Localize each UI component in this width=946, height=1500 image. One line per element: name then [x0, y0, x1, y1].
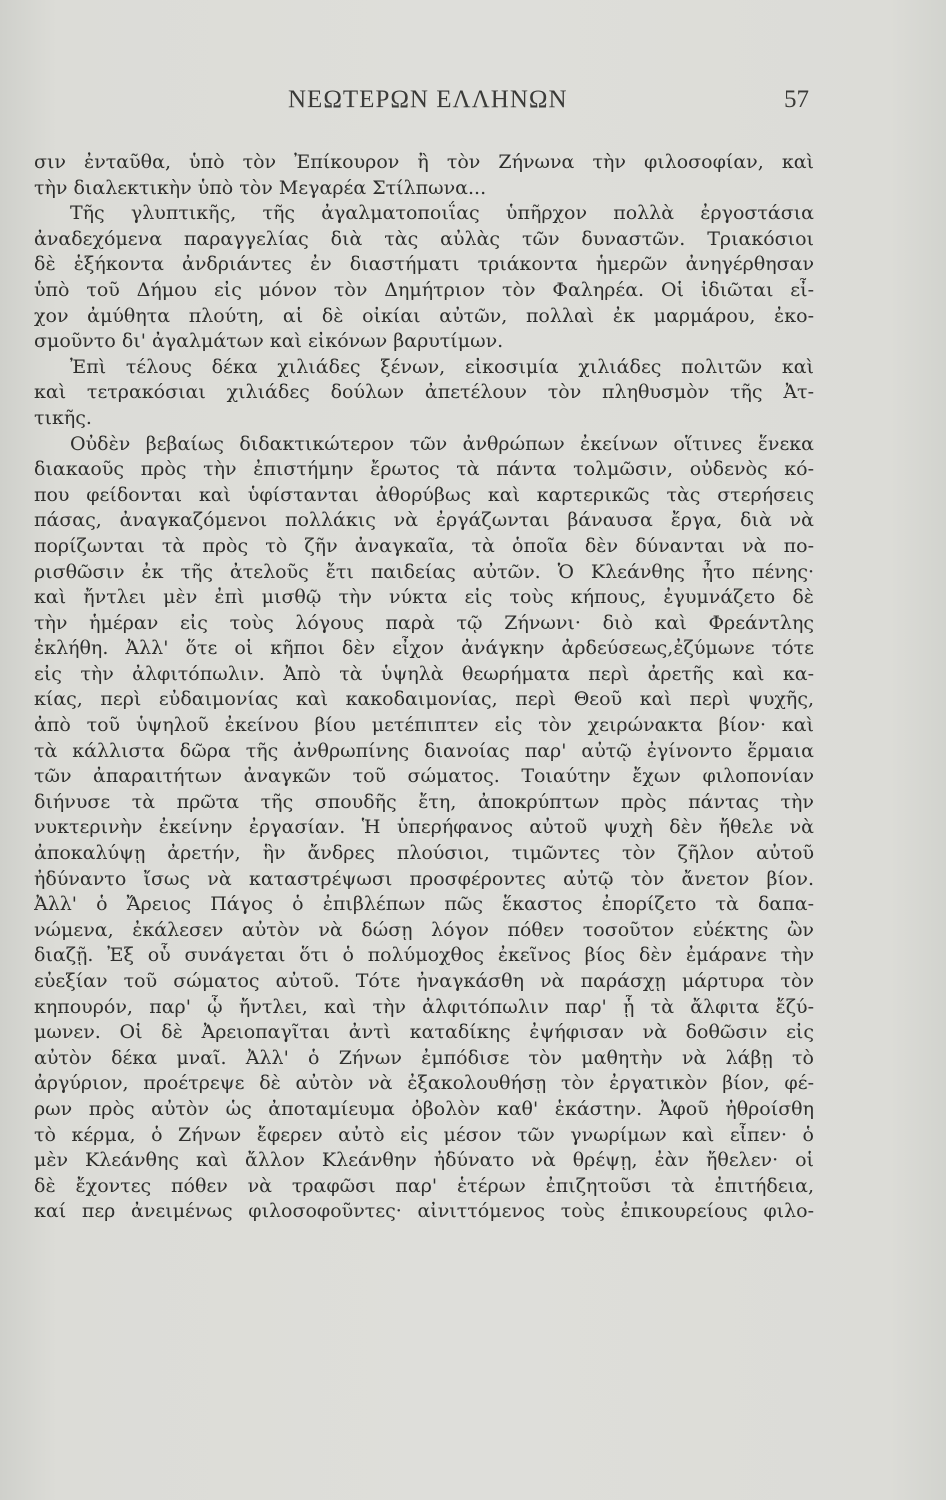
text-line: νώμενα, ἐκάλεσεν αὐτὸν νὰ δώσῃ λόγον πόθεν τοσοῦτον εὐέκτης ὢν: [34, 918, 814, 941]
text-line: Ἐπὶ τέλους δέκα χιλιάδες ξένων, εἰκοσιμία χιλιάδες πολιτῶν καὶ: [70, 355, 814, 378]
text-line: ρισθῶσιν ἐκ τῆς ἀτελοῦς ἔτι παιδείας αὐτῶν. Ὁ Κλεάνθης ἦτο πένης·: [34, 560, 814, 583]
text-line: ἐκλήθη. Ἀλλ' ὅτε οἱ κῆποι δὲν εἶχον ἀνάγκην ἀρδεύσεως,ἐζύμωνε τότε: [34, 637, 814, 660]
text-line: ἠδύναντο ἴσως νὰ καταστρέψωσι προσφέροντες αὐτῷ τὸν ἄνετον βίον.: [34, 867, 814, 890]
text-line: τικῆς.: [34, 406, 92, 429]
text-line: δὲ ἔχοντες πόθεν νὰ τραφῶσι παρ' ἑτέρων ἐπιζητοῦσι τὰ ἐπιτήδεια,: [34, 1174, 814, 1197]
text-line: ἀργύριον, προέτρεψε δὲ αὐτὸν νὰ ἐξακολουθήσῃ τὸν ἐργατικὸν βίον, φέ-: [34, 1072, 814, 1095]
text-line: Ἀλλ' ὁ Ἄρειος Πάγος ὁ ἐπιβλέπων πῶς ἕκαστος ἐπορίζετο τὰ δαπα-: [34, 893, 814, 916]
text-line: χον ἀμύθητα πλούτη, αἱ δὲ οἰκίαι αὐτῶν, πολλαὶ ἐκ μαρμάρου, ἐκο-: [34, 304, 814, 327]
text-line: μὲν Κλεάνθης καὶ ἄλλον Κλεάνθην ἠδύνατο νὰ θρέψῃ, ἐὰν ἤθελεν· οἱ: [34, 1149, 814, 1172]
text-line: Οὐδὲν βεβαίως διδακτικώτερον τῶν ἀνθρώπων ἐκείνων οἵτινες ἕνεκα: [70, 432, 814, 455]
text-line: ἀναδεχόμενα παραγγελίας διὰ τὰς αὐλὰς τῶν δυναστῶν. Τριακόσιοι: [34, 227, 814, 250]
text-line: Τῆς γλυπτικῆς, τῆς ἀγαλματοποιΐας ὑπῆρχον πολλὰ ἐργοστάσια: [70, 202, 814, 225]
text-line: καὶ ἤντλει μὲν ἐπὶ μισθῷ τὴν νύκτα εἰς τοὺς κήπους, ἐγυμνάζετο δὲ: [34, 586, 814, 609]
text-line: κίας, περὶ εὐδαιμονίας καὶ κακοδαιμονίας, περὶ Θεοῦ καὶ περὶ ψυχῆς,: [34, 688, 814, 711]
text-line: αὐτὸν δέκα μναῖ. Ἀλλ' ὁ Ζήνων ἐμπόδισε τὸν μαθητὴν νὰ λάβῃ τὸ: [34, 1046, 814, 1069]
text-line: δὲ ἑξήκοντα ἀνδριάντες ἐν διαστήματι τριάκοντα ἡμερῶν ἀνηγέρθησαν: [34, 253, 814, 276]
text-line: εὐεξίαν τοῦ σώματος αὐτοῦ. Τότε ἠναγκάσθη νὰ παράσχῃ μάρτυρα τὸν: [34, 970, 814, 992]
text-line: εἰς τὴν ἀλφιτόπωλιν. Ἀπὸ τὰ ὑψηλὰ θεωρήματα περὶ ἀρετῆς καὶ κα-: [34, 662, 814, 685]
text-line: μωνεν. Οἱ δὲ Ἀρειοπαγῖται ἀντὶ καταδίκης ἐψήφισαν νὰ δοθῶσιν εἰς: [34, 1021, 814, 1044]
text-line: σμοῦντο δι' ἀγαλμάτων καὶ εἰκόνων βαρυτίμων.: [34, 330, 504, 353]
text-line: τῶν ἀπαραιτήτων ἀναγκῶν τοῦ σώματος. Τοιαύτην ἔχων φιλοπονίαν: [34, 765, 814, 788]
text-line: διήνυσε τὰ πρῶτα τῆς σπουδῆς ἔτη, ἀποκρύπτων πρὸς πάντας τὴν: [34, 790, 814, 813]
text-line: τὸ κέρμα, ὁ Ζήνων ἔφερεν αὐτὸ εἰς μέσον τῶν γνωρίμων καὶ εἶπεν· ὁ: [34, 1123, 814, 1146]
text-line: ὑπὸ τοῦ Δήμου εἰς μόνον τὸν Δημήτριον τὸν Φαληρέα. Οἱ ἰδιῶται εἶ-: [34, 278, 814, 301]
running-head: ΝΕΩΤΕΡΩΝ ΕΛΛΗΝΩΝ: [288, 86, 568, 113]
text-line: πάσας, ἀναγκαζόμενοι πολλάκις νὰ ἐργάζωνται βάναυσα ἔργα, διὰ νὰ: [34, 509, 814, 532]
text-line: ἀποκαλύψῃ ἀρετήν, ἣν ἄνδρες πλούσιοι, τιμῶντες τὸν ζῆλον αὐτοῦ: [34, 842, 814, 865]
body-text: [34, 150, 814, 1225]
text-line: ἀπὸ τοῦ ὑψηλοῦ ἐκείνου βίου μετέπιπτεν εἰς τὸν χειρώνακτα βίον· καὶ: [34, 714, 814, 737]
text-line: που φείδονται καὶ ὑφίστανται ἀθορύβως καὶ καρτερικῶς τὰς στερήσεις: [34, 483, 814, 506]
text-line: διακαοῦς πρὸς τὴν ἐπιστήμην ἔρωτος τὰ πάντα τολμῶσιν, οὐδενὸς κό-: [34, 458, 814, 481]
text-line: καὶ τετρακόσιαι χιλιάδες δούλων ἀπετέλουν τὸν πληθυσμὸν τῆς Ἀτ-: [34, 381, 814, 404]
text-line: διαζῇ. Ἐξ οὗ συνάγεται ὅτι ὁ πολύμοχθος ἐκεῖνος βίος δὲν ἐμάρανε τὴν: [34, 944, 814, 967]
text-line: κηπουρόν, παρ' ᾧ ἤντλει, καὶ τὴν ἀλφιτόπωλιν παρ' ᾗ τὰ ἄλφιτα ἔζύ-: [34, 995, 814, 1018]
text-line: ρων πρὸς αὐτὸν ὡς ἀποταμίευμα ὀβολὸν καθ' ἑκάστην. Ἀφοῦ ἠθροίσθη: [34, 1097, 814, 1120]
text-line: πορίζωνται τὰ πρὸς τὸ ζῆν ἀναγκαῖα, τὰ ὁποῖα δὲν δύνανται νὰ πο-: [34, 534, 814, 557]
text-line: σιν ἐνταῦθα, ὑπὸ τὸν Ἐπίκουρον ἢ τὸν Ζήνωνα τὴν φιλοσοφίαν, καὶ: [34, 151, 814, 173]
text-line: τὰ κάλλιστα δῶρα τῆς ἀνθρωπίνης διανοίας παρ' αὐτῷ ἐγίνοντο ἕρμαια: [34, 739, 814, 762]
text-line: τὴν ἡμέραν εἰς τοὺς λόγους παρὰ τῷ Ζήνωνι· διὸ καὶ Φρεάντλης: [34, 611, 814, 634]
text-line: νυκτερινὴν ἐκείνην ἐργασίαν. Ἡ ὑπερήφανος αὐτοῦ ψυχὴ δὲν ἤθελε νὰ: [34, 816, 814, 839]
text-line: καί περ ἀνειμένως φιλοσοφοῦντες· αἰνιττόμενος τοὺς ἐπικουρείους φιλο-: [34, 1200, 814, 1223]
text-line: τὴν διαλεκτικὴν ὑπὸ τὸν Μεγαρέα Στίλπωνα...: [34, 176, 487, 199]
page-number: 57: [784, 86, 809, 113]
